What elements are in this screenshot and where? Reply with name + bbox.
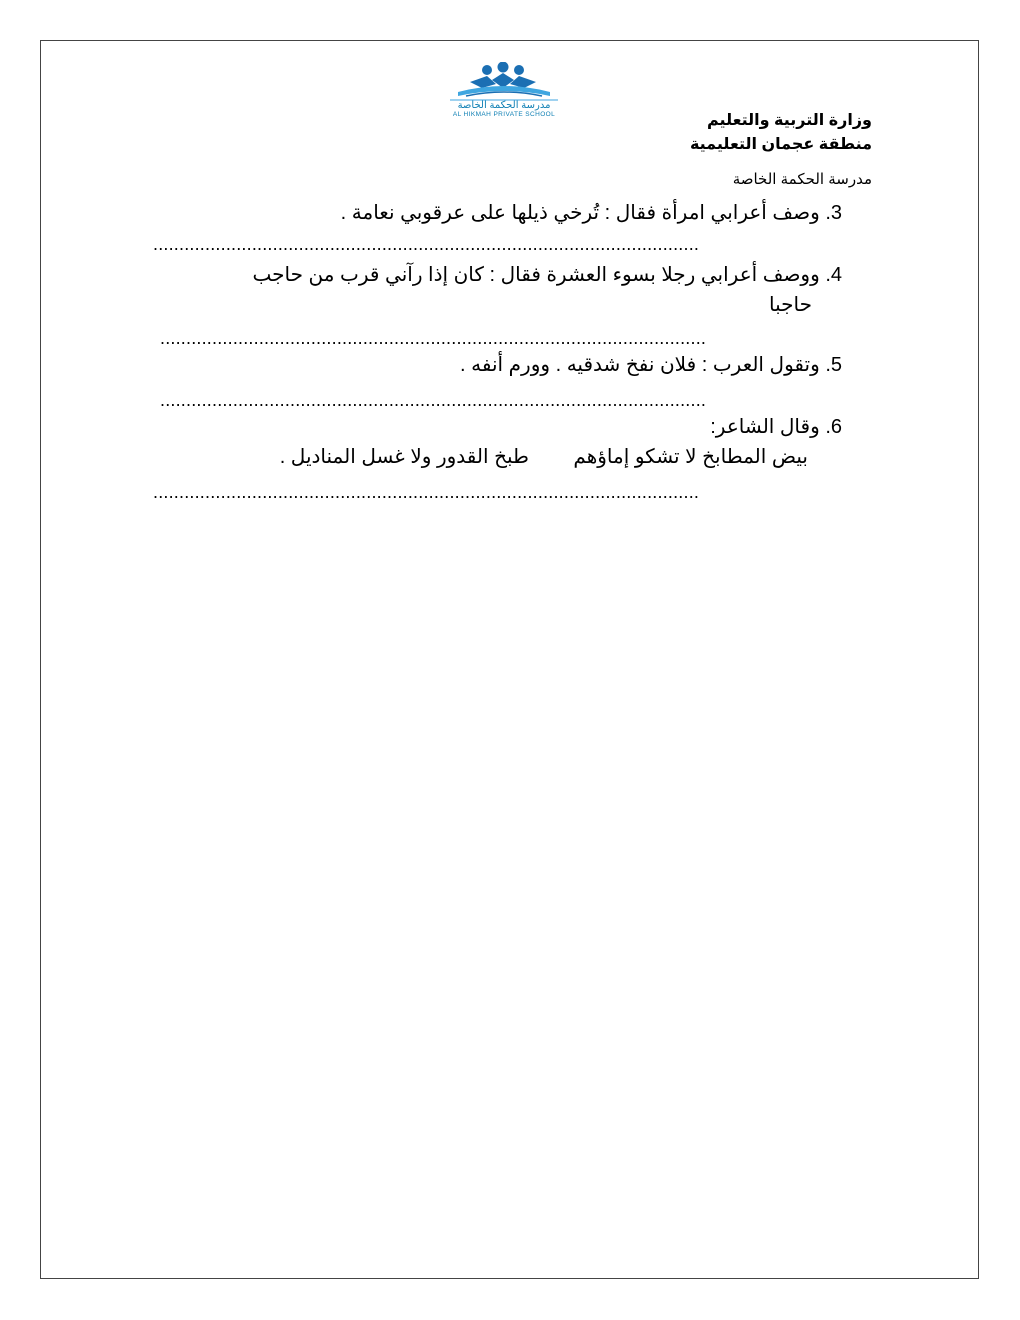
question-text: ووصف أعرابي رجلا بسوء العشرة فقال : كان إذا رآني قرب من حاجب (252, 264, 820, 286)
question-6 (710, 412, 842, 442)
logo-english-text: AL HIKMAH PRIVATE SCHOOL (452, 111, 556, 118)
answer-line: ......................................................................................................... (153, 482, 700, 502)
question-text: وقال الشاعر: (710, 416, 820, 438)
zone-title: منطقة عجمان التعليمية (689, 136, 872, 153)
poem-verse: بيض المطابخ لا تشكو إماؤهم طبخ القدور ولا غسل المناديل . (279, 446, 808, 468)
question-text: وتقول العرب : فلان نفخ شدقيه . وورم أنفه . (460, 354, 820, 376)
question-text: وصف أعرابي امرأة فقال : تُرخي ذيلها على عرقوبي نعامة . (340, 202, 820, 224)
school-name: مدرسة الحكمة الخاصة (732, 171, 872, 188)
question-number: 6. (825, 416, 842, 438)
question-number: 5. (825, 354, 842, 376)
logo-caption (430, 100, 578, 119)
answer-line: ......................................................................................................... (160, 390, 707, 410)
question-5 (460, 350, 842, 380)
question-number: 4. (825, 264, 842, 286)
answer-line: ......................................................................................................... (153, 234, 700, 254)
question-4-continuation: حاجبا (769, 294, 812, 316)
ministry-title: وزارة التربية والتعليم (706, 112, 872, 129)
question-3 (341, 198, 842, 228)
question-4 (253, 260, 842, 290)
question-number: 3. (825, 202, 842, 224)
logo-arabic-text: مدرسة الحكمة الخاصة (457, 100, 551, 111)
answer-line: ......................................................................................................... (160, 328, 707, 348)
